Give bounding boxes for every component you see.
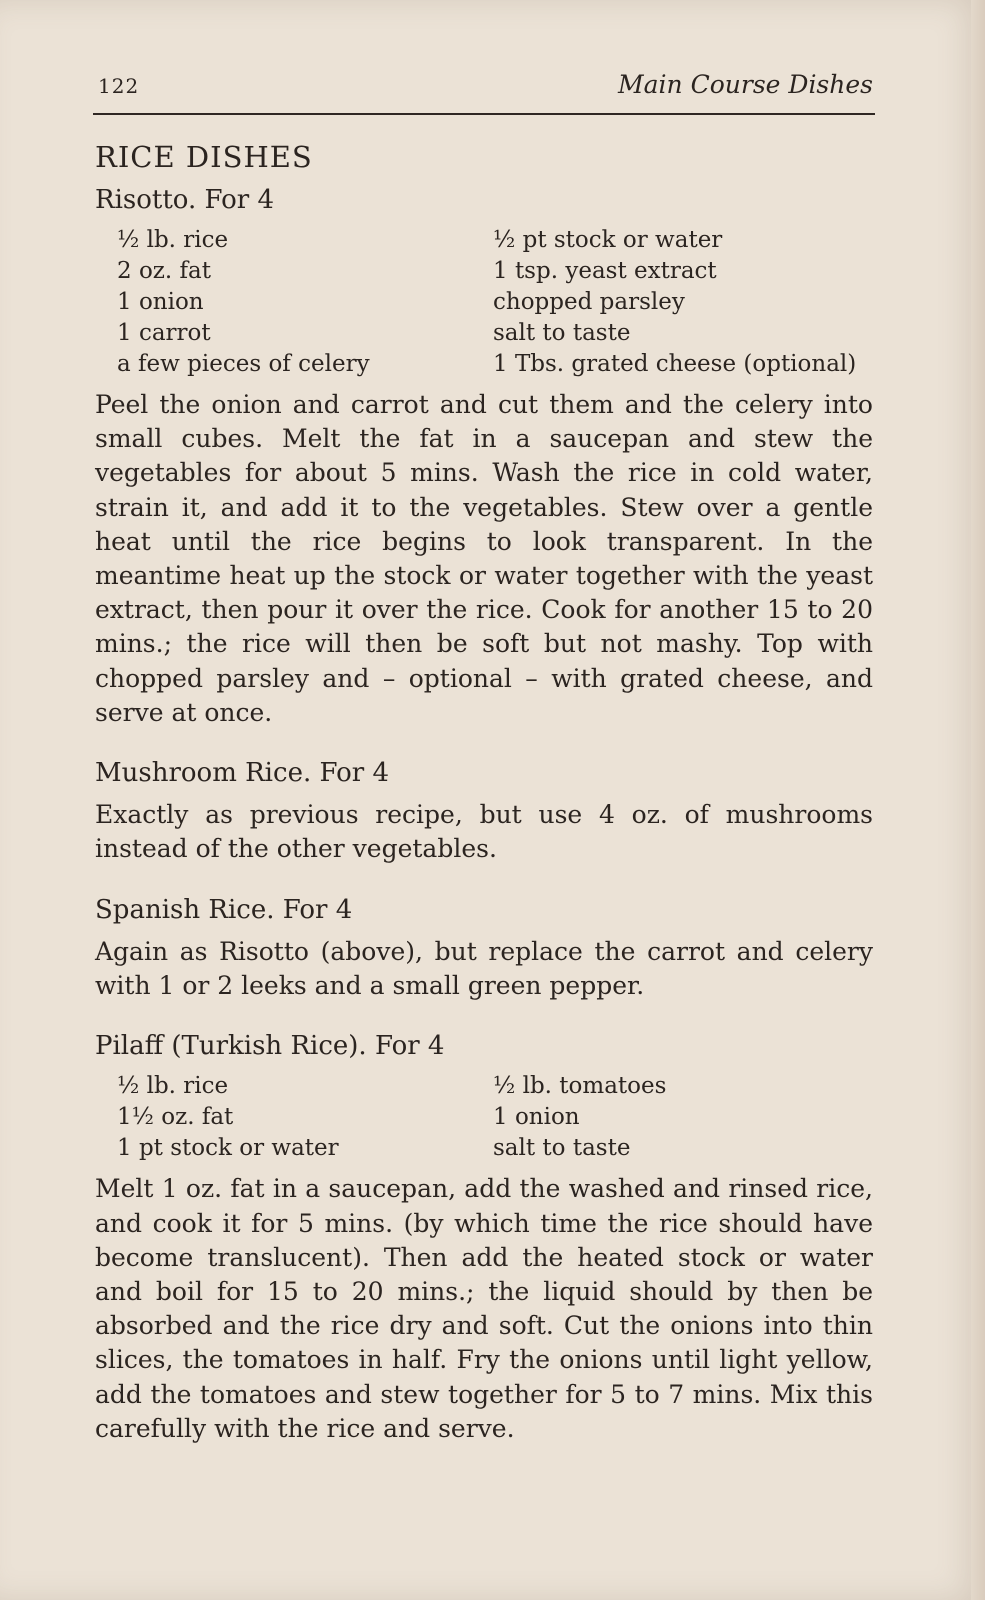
ingredient-column-left [117, 225, 493, 380]
recipe-method: Again as Risotto (above), but replace the carrot and celery with 1 or 2 leeks and a small green pepper. [95, 936, 873, 1000]
ingredient-item: ½ lb. rice [117, 226, 229, 253]
recipe-method: Exactly as previous recipe, but use 4 oz. of mushrooms instead of the other vegetables. [95, 800, 873, 864]
ingredient-item: a few pieces of celery [117, 350, 370, 377]
ingredient-item: ½ lb. tomatoes [493, 1073, 667, 1100]
section-title: RICE DISHES [95, 140, 313, 174]
recipe-risotto [95, 185, 873, 730]
recipe-name: Risotto. [95, 184, 197, 215]
recipe-spanish-rice [95, 895, 873, 1004]
page-number: 122 [98, 74, 140, 98]
running-title: Main Course Dishes [618, 70, 873, 99]
ingredient-item: ½ pt stock or water [493, 226, 723, 253]
ingredient-column-right [493, 225, 893, 380]
ingredient-item: 1½ oz. fat [117, 1104, 234, 1131]
header-rule [93, 113, 875, 115]
ingredient-item: ½ lb. rice [117, 1073, 229, 1100]
recipe-title [95, 895, 873, 926]
recipe-serves: For 4 [282, 894, 353, 925]
recipe-method: Melt 1 oz. fat in a saucepan, add the washed and rinsed rice, and cook it for 5 mins. (by which time the rice should have become translucent). Then add the heated stock or water and boil for 15 to 20 mins.; the liquid should by then be absorbed and the rice dry and soft. Cut the onions into thin slices, the tomatoes in half. Fry the onions until light yellow, add the tomatoes and stew together for 5 to 7 mins. Mix this carefully with the rice and serve. [95, 1174, 873, 1443]
ingredient-column-right [493, 1071, 893, 1164]
page-edge [971, 0, 985, 1600]
recipe-name: Pilaff (Turkish Rice). [95, 1031, 367, 1062]
recipe-title [95, 185, 873, 216]
ingredient-item: 1 onion [493, 1104, 580, 1131]
recipe-serves: For 4 [204, 184, 275, 215]
ingredient-item: 2 oz. fat [117, 257, 211, 284]
ingredient-item: salt to taste [493, 1135, 631, 1162]
ingredient-list [117, 225, 873, 380]
recipe-pilaff [95, 1031, 873, 1446]
page-content [95, 140, 873, 1446]
ingredient-item: salt to taste [493, 319, 631, 346]
recipe-mushroom-rice [95, 758, 873, 867]
ingredient-list [117, 1071, 873, 1164]
recipe-method: Peel the onion and carrot and cut them and the celery into small cubes. Melt the fat in a saucepan and stew the vegetables for about 5 mins. Wash the rice in cold water, strain it, and add it to the vegetables. Stew over a gentle heat until the rice begins to look transparent. In the meantime heat up the stock or water together with the yeast extract, then pour it over the rice. Cook for another 15 to 20 mins.; the rice will then be soft but not mashy. Top with chopped parsley and – optional – with grated cheese, and serve at once. [95, 389, 873, 727]
recipe-title [95, 1031, 873, 1062]
recipe-serves: For 4 [319, 758, 389, 789]
recipe-serves: For 4 [374, 1031, 445, 1062]
ingredient-item: 1 tsp. yeast extract [493, 257, 717, 284]
page-header [95, 68, 873, 104]
recipe-title [95, 758, 873, 789]
ingredient-item: 1 pt stock or water [117, 1135, 339, 1162]
ingredient-column-left [117, 1071, 493, 1164]
ingredient-item: 1 Tbs. grated cheese (optional) [493, 350, 857, 377]
ingredient-item: chopped parsley [493, 288, 685, 315]
ingredient-item: 1 onion [117, 288, 204, 315]
recipe-name: Spanish Rice. [95, 894, 275, 925]
ingredient-item: 1 carrot [117, 319, 211, 346]
recipe-name: Mushroom Rice. [95, 758, 312, 789]
